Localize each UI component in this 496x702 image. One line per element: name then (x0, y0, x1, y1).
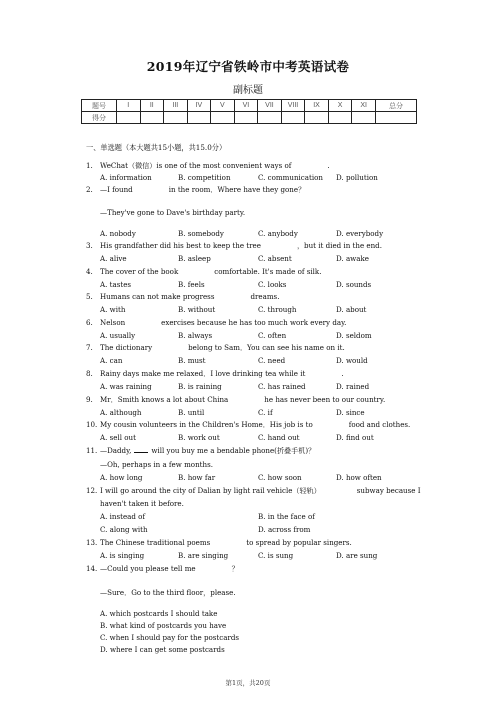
score-table-header-row (82, 100, 417, 112)
answer-option-a[interactable]: A. can (100, 356, 123, 365)
question-text: The Chinese traditional poems (100, 538, 211, 547)
answer-option-d[interactable]: D. find out (336, 433, 374, 442)
question-text-tail: . (327, 161, 330, 170)
question-continuation: —They've gone to Dave's birthday party. (100, 208, 246, 217)
answer-option-b[interactable]: B. what kind of postcards you have (100, 621, 227, 630)
score-table-header-cell: X (328, 100, 352, 112)
answer-option-c[interactable]: C. has rained (258, 382, 306, 391)
question-8 (86, 369, 344, 379)
answer-option-c[interactable]: C. when I should pay for the postcards (100, 633, 240, 642)
score-table (81, 99, 417, 124)
score-table-score-row (82, 112, 417, 124)
answer-option-c[interactable]: C. is sung (258, 551, 294, 560)
question-text: Humans can not make progress (100, 292, 215, 301)
score-table-header-cell: II (140, 100, 164, 112)
question-text-tail: dreams. (250, 292, 280, 301)
score-table-header-cell: VIII (281, 100, 305, 112)
answer-option-c[interactable]: C. along with (100, 525, 148, 534)
score-table-score-cell (164, 112, 188, 124)
question-number: 13. (86, 538, 98, 547)
answer-option-d[interactable]: D. across from (258, 525, 311, 534)
question-text-tail: food and clothes. (348, 420, 411, 429)
question-text: —Could you please tell me (100, 564, 196, 573)
answer-option-a[interactable]: A. with (100, 305, 126, 314)
answer-option-a[interactable]: A. which postcards I should take (100, 609, 218, 618)
score-table-header-cell: IX (305, 100, 329, 112)
question-number: 9. (86, 395, 93, 404)
answer-option-c[interactable]: C. communication (258, 173, 323, 182)
question-text: Rainy days make me relaxed．I love drinking tea while it (100, 369, 306, 378)
answer-option-d[interactable]: D. pollution (336, 173, 378, 182)
answer-option-d[interactable]: D. sounds (336, 280, 372, 289)
question-text-tail: exercises because he has too much work every day. (161, 318, 347, 327)
question-4 (86, 267, 321, 276)
score-table-header-cell: IV (187, 100, 211, 112)
question-text: WeChat（微信）is one of the most convenient ways of (100, 161, 292, 170)
answer-option-a[interactable]: A. is singing (100, 551, 145, 560)
question-text-tail: . (341, 369, 344, 378)
answer-option-a[interactable]: A. nobody (100, 229, 136, 238)
answer-option-b[interactable]: B. how far (178, 473, 216, 482)
question-number: 4. (86, 267, 93, 276)
question-continuation: —Sure．Go to the third floor，please. (100, 588, 236, 597)
question-10 (86, 420, 410, 430)
question-text-tail: ，but it died in the end. (296, 241, 382, 250)
question-9 (86, 395, 385, 405)
score-table-score-cell (140, 112, 164, 124)
page-footer: 第1页，共20页 (225, 679, 271, 687)
score-table-score-cell (187, 112, 211, 124)
question-12 (86, 486, 421, 496)
answer-option-b[interactable]: B. until (178, 408, 205, 417)
answer-option-b[interactable]: B. must (178, 356, 206, 365)
answer-option-d[interactable]: D. everybody (336, 229, 384, 238)
question-text-tail: belong to Sam．You can see his name on it. (188, 343, 345, 352)
score-table-header-cell: 题号 (82, 100, 117, 112)
question-text-tail: comfortable. It's made of silk. (214, 267, 322, 276)
answer-option-a[interactable]: A. instead of (100, 512, 146, 521)
section-heading: 一、单选题（本大题共15小题，共15.0分） (86, 143, 227, 152)
answer-option-a[interactable]: A. usually (100, 331, 136, 340)
score-table-score-cell (211, 112, 235, 124)
question-text: My cousin volunteers in the Children's Home．His job is to (100, 420, 313, 429)
score-table-score-cell (352, 112, 376, 124)
question-1 (86, 161, 330, 171)
answer-option-d[interactable]: D. rained (336, 382, 370, 391)
question-2 (86, 185, 305, 195)
question-number: 2. (86, 185, 93, 194)
score-table-score-cell (376, 112, 417, 124)
question-number: 3. (86, 241, 93, 250)
answer-option-a[interactable]: A. how long (100, 473, 143, 482)
question-continuation: —Oh, perhaps in a few months. (100, 460, 213, 469)
answer-option-c[interactable]: C. if (258, 408, 273, 417)
score-table-score-cell (117, 112, 141, 124)
question-text: Nelson (100, 318, 126, 327)
question-text: The dictionary (100, 343, 153, 352)
score-table-score-cell (328, 112, 352, 124)
answer-option-d[interactable]: D. would (336, 356, 368, 365)
answer-option-c[interactable]: C. how soon (258, 473, 302, 482)
answer-option-d[interactable]: D. about (336, 305, 367, 314)
answer-option-a[interactable]: A. although (100, 408, 142, 417)
question-text-tail: will you buy me a bendable phone(折叠手机)？ (151, 446, 316, 455)
answer-option-b[interactable]: B. somebody (178, 229, 224, 238)
answer-option-b[interactable]: B. in the face of (258, 512, 315, 521)
exam-title: 2019年辽宁省铁岭市中考英语试卷 (146, 59, 350, 74)
answer-option-b[interactable]: B. is raining (178, 382, 222, 391)
answer-option-a[interactable]: A. tastes (100, 280, 132, 289)
question-number: 5. (86, 292, 93, 301)
answer-option-d[interactable]: D. since (336, 408, 365, 417)
question-3 (86, 241, 382, 251)
question-continuation: haven't taken it before. (100, 499, 184, 508)
question-number: 1. (86, 161, 93, 170)
question-text-tail: he has never been to our country. (264, 395, 386, 404)
answer-option-d[interactable]: D. seldom (336, 331, 372, 340)
score-table-score-cell (281, 112, 305, 124)
answer-option-b[interactable]: B. without (178, 305, 216, 314)
answer-option-a[interactable]: A. was raining (100, 382, 152, 391)
question-number: 6. (86, 318, 93, 327)
score-table-score-cell (234, 112, 258, 124)
score-table-header-cell: I (117, 100, 141, 112)
score-table-header-cell: III (164, 100, 188, 112)
answer-option-a[interactable]: A. information (100, 173, 152, 182)
answer-option-b[interactable]: B. competition (178, 173, 231, 182)
question-text-tail: to spread by popular singers. (246, 538, 352, 547)
question-14 (86, 564, 239, 574)
question-text: —I found (100, 185, 133, 194)
answer-option-d[interactable]: D. where I can get some postcards (100, 645, 225, 654)
question-text-tail: in the room．Where have they gone？ (168, 185, 306, 194)
answer-option-c[interactable]: C. looks (258, 280, 287, 289)
score-table-score-cell: 得分 (82, 112, 117, 124)
answer-option-b[interactable]: B. asleep (178, 254, 211, 263)
question-text: Mr．Smith knows a lot about China (100, 395, 229, 404)
score-table-header-cell: 总分 (376, 100, 417, 112)
answer-option-c[interactable]: C. need (258, 356, 286, 365)
question-13 (86, 538, 352, 547)
score-table-header-cell: VII (258, 100, 282, 112)
question-number: 11. (86, 446, 98, 455)
answer-option-b[interactable]: B. are singing (178, 551, 229, 560)
score-table-score-cell (305, 112, 329, 124)
question-text-tail: ？ (231, 564, 239, 573)
question-number: 8. (86, 369, 93, 378)
question-11 (86, 446, 315, 456)
answer-option-d[interactable]: D. are sung (336, 551, 378, 560)
answer-option-c[interactable]: C. hand out (258, 433, 300, 442)
score-table-header-cell: VI (234, 100, 258, 112)
question-text: I will go around the city of Dalian by light rail vehicle（轻轨） (100, 486, 321, 495)
question-text-tail: subway because I (356, 486, 421, 495)
answer-option-b[interactable]: B. work out (178, 433, 220, 442)
score-table-header-cell: XI (352, 100, 376, 112)
exam-subtitle: 副标题 (233, 85, 263, 96)
question-text: —Daddy, (100, 446, 132, 455)
question-number: 10. (86, 420, 98, 429)
question-number: 7. (86, 343, 93, 352)
answer-option-c[interactable]: C. through (258, 305, 297, 314)
score-table-score-cell (258, 112, 282, 124)
answer-option-d[interactable]: D. awake (336, 254, 369, 263)
answer-option-c[interactable]: C. often (258, 331, 287, 340)
answer-option-c[interactable]: C. anybody (258, 229, 298, 238)
question-text: His grandfather did his best to keep the tree (100, 241, 261, 250)
score-table-header-cell: V (211, 100, 235, 112)
answer-option-d[interactable]: D. how often (336, 473, 382, 482)
answer-option-b[interactable]: B. always (178, 331, 213, 340)
answer-option-a[interactable]: A. sell out (100, 433, 136, 442)
answer-option-a[interactable]: A. alive (100, 254, 127, 263)
question-7 (86, 343, 345, 353)
answer-blank (134, 446, 148, 453)
question-6 (86, 318, 346, 327)
answer-option-c[interactable]: C. absent (258, 254, 292, 263)
question-text: The cover of the book (100, 267, 179, 276)
question-number: 14. (86, 564, 98, 573)
question-number: 12. (86, 486, 98, 495)
answer-option-b[interactable]: B. feels (178, 280, 205, 289)
question-5 (86, 292, 279, 301)
